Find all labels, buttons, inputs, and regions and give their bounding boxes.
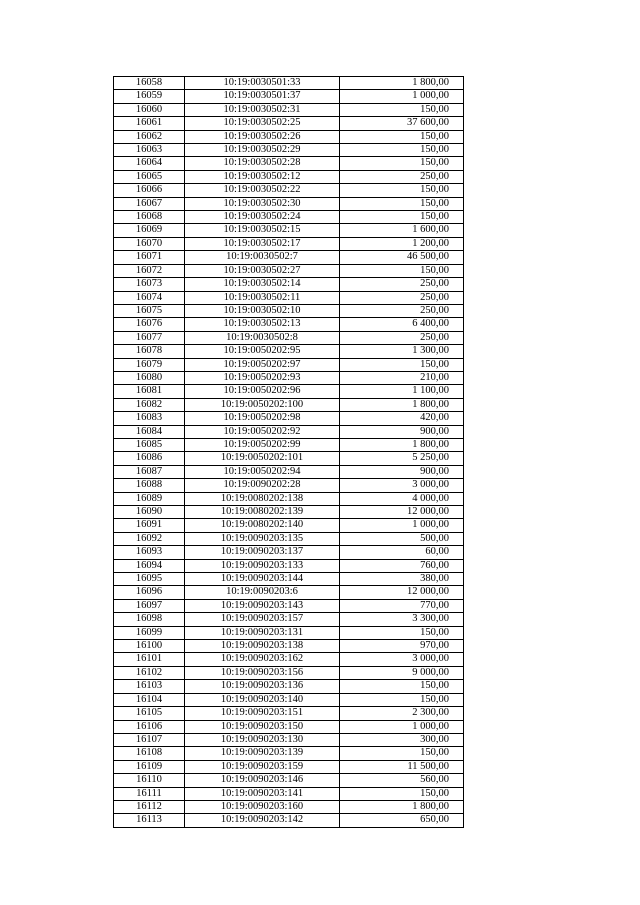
cadastral-number-cell: 10:19:0090203:141	[185, 787, 340, 800]
table-row	[114, 438, 464, 451]
cadastral-number-cell: 10:19:0080202:139	[185, 506, 340, 519]
row-number-cell: 16058	[114, 77, 185, 90]
cadastral-number-cell: 10:19:0030502:7	[185, 251, 340, 264]
table-row	[114, 331, 464, 344]
value-cell: 250,00	[340, 304, 464, 317]
cadastral-number-cell: 10:19:0090203:139	[185, 747, 340, 760]
table-row	[114, 760, 464, 773]
table-row	[114, 559, 464, 572]
table-row	[114, 800, 464, 813]
cadastral-number-cell: 10:19:0030501:37	[185, 90, 340, 103]
value-cell: 5 250,00	[340, 452, 464, 465]
row-number-cell: 16060	[114, 103, 185, 116]
value-cell: 150,00	[340, 211, 464, 224]
value-cell: 9 000,00	[340, 666, 464, 679]
table-row	[114, 573, 464, 586]
cadastral-number-cell: 10:19:0090203:150	[185, 720, 340, 733]
value-cell: 2 300,00	[340, 707, 464, 720]
cadastral-number-cell: 10:19:0090203:137	[185, 546, 340, 559]
value-cell: 1 000,00	[340, 720, 464, 733]
row-number-cell: 16063	[114, 144, 185, 157]
row-number-cell: 16105	[114, 707, 185, 720]
row-number-cell: 16111	[114, 787, 185, 800]
table-row	[114, 412, 464, 425]
row-number-cell: 16073	[114, 278, 185, 291]
row-number-cell: 16064	[114, 157, 185, 170]
value-cell: 650,00	[340, 814, 464, 827]
row-number-cell: 16103	[114, 680, 185, 693]
cadastral-number-cell: 10:19:0030502:25	[185, 117, 340, 130]
value-cell: 60,00	[340, 546, 464, 559]
table-row	[114, 398, 464, 411]
cadastral-number-cell: 10:19:0090203:146	[185, 774, 340, 787]
table-row	[114, 653, 464, 666]
table-row	[114, 640, 464, 653]
row-number-cell: 16069	[114, 224, 185, 237]
value-cell: 1 000,00	[340, 519, 464, 532]
value-cell: 970,00	[340, 640, 464, 653]
cadastral-number-cell: 10:19:0030502:14	[185, 278, 340, 291]
cadastral-number-cell: 10:19:0090203:160	[185, 800, 340, 813]
table-row	[114, 666, 464, 679]
cadastral-number-cell: 10:19:0090203:159	[185, 760, 340, 773]
value-cell: 150,00	[340, 157, 464, 170]
row-number-cell: 16071	[114, 251, 185, 264]
value-cell: 250,00	[340, 278, 464, 291]
cadastral-number-cell: 10:19:0090203:135	[185, 532, 340, 545]
cadastral-number-cell: 10:19:0090203:6	[185, 586, 340, 599]
row-number-cell: 16110	[114, 774, 185, 787]
table-row	[114, 506, 464, 519]
value-cell: 37 600,00	[340, 117, 464, 130]
cadastral-number-cell: 10:19:0030502:12	[185, 170, 340, 183]
cadastral-number-cell: 10:19:0030501:33	[185, 77, 340, 90]
row-number-cell: 16074	[114, 291, 185, 304]
table-row	[114, 318, 464, 331]
cadastral-number-cell: 10:19:0090203:131	[185, 626, 340, 639]
cadastral-number-cell: 10:19:0090203:133	[185, 559, 340, 572]
table-row	[114, 345, 464, 358]
row-number-cell: 16107	[114, 733, 185, 746]
row-number-cell: 16098	[114, 613, 185, 626]
value-cell: 420,00	[340, 412, 464, 425]
table-row	[114, 465, 464, 478]
table-row	[114, 680, 464, 693]
row-number-cell: 16068	[114, 211, 185, 224]
value-cell: 250,00	[340, 291, 464, 304]
value-cell: 150,00	[340, 787, 464, 800]
cadastral-number-cell: 10:19:0090203:142	[185, 814, 340, 827]
value-cell: 150,00	[340, 626, 464, 639]
table-row	[114, 452, 464, 465]
cadastral-number-cell: 10:19:0080202:140	[185, 519, 340, 532]
cadastral-number-cell: 10:19:0030502:29	[185, 144, 340, 157]
table-row	[114, 613, 464, 626]
cadastral-number-cell: 10:19:0050202:99	[185, 438, 340, 451]
cadastral-number-cell: 10:19:0050202:96	[185, 385, 340, 398]
value-cell: 150,00	[340, 358, 464, 371]
value-cell: 1 100,00	[340, 385, 464, 398]
table-row	[114, 532, 464, 545]
value-cell: 1 800,00	[340, 438, 464, 451]
table-row	[114, 707, 464, 720]
value-cell: 150,00	[340, 747, 464, 760]
table-row	[114, 103, 464, 116]
value-cell: 250,00	[340, 170, 464, 183]
cadastral-number-cell: 10:19:0030502:15	[185, 224, 340, 237]
table-row	[114, 787, 464, 800]
cadastral-number-cell: 10:19:0090203:140	[185, 693, 340, 706]
table-row	[114, 814, 464, 827]
row-number-cell: 16100	[114, 640, 185, 653]
cadastral-number-cell: 10:19:0050202:101	[185, 452, 340, 465]
row-number-cell: 16067	[114, 197, 185, 210]
table-row	[114, 519, 464, 532]
value-cell: 770,00	[340, 599, 464, 612]
row-number-cell: 16078	[114, 345, 185, 358]
value-cell: 12 000,00	[340, 506, 464, 519]
table-row	[114, 224, 464, 237]
value-cell: 150,00	[340, 184, 464, 197]
row-number-cell: 16091	[114, 519, 185, 532]
cadastral-number-cell: 10:19:0030502:24	[185, 211, 340, 224]
cadastral-number-cell: 10:19:0030502:28	[185, 157, 340, 170]
cadastral-number-cell: 10:19:0080202:138	[185, 492, 340, 505]
value-cell: 1 200,00	[340, 237, 464, 250]
value-cell: 560,00	[340, 774, 464, 787]
row-number-cell: 16093	[114, 546, 185, 559]
table-row	[114, 599, 464, 612]
table-row	[114, 184, 464, 197]
cadastral-number-cell: 10:19:0050202:98	[185, 412, 340, 425]
cadastral-number-cell: 10:19:0030502:27	[185, 264, 340, 277]
cadastral-number-cell: 10:19:0050202:93	[185, 371, 340, 384]
table-row	[114, 492, 464, 505]
cadastral-number-cell: 10:19:0030502:26	[185, 130, 340, 143]
cadastral-number-cell: 10:19:0050202:97	[185, 358, 340, 371]
value-cell: 11 500,00	[340, 760, 464, 773]
value-cell: 150,00	[340, 130, 464, 143]
value-cell: 6 400,00	[340, 318, 464, 331]
row-number-cell: 16089	[114, 492, 185, 505]
cadastral-number-cell: 10:19:0030502:10	[185, 304, 340, 317]
cadastral-number-cell: 10:19:0090203:151	[185, 707, 340, 720]
row-number-cell: 16083	[114, 412, 185, 425]
row-number-cell: 16090	[114, 506, 185, 519]
row-number-cell: 16070	[114, 237, 185, 250]
table-row	[114, 130, 464, 143]
row-number-cell: 16079	[114, 358, 185, 371]
row-number-cell: 16080	[114, 371, 185, 384]
table-row	[114, 693, 464, 706]
row-number-cell: 16066	[114, 184, 185, 197]
table-row	[114, 251, 464, 264]
table-row	[114, 626, 464, 639]
row-number-cell: 16092	[114, 532, 185, 545]
table-row	[114, 586, 464, 599]
value-cell: 150,00	[340, 264, 464, 277]
row-number-cell: 16077	[114, 331, 185, 344]
cadastral-value-table	[113, 76, 464, 828]
cadastral-number-cell: 10:19:0090203:157	[185, 613, 340, 626]
table-row	[114, 90, 464, 103]
row-number-cell: 16102	[114, 666, 185, 679]
value-cell: 1 800,00	[340, 800, 464, 813]
cadastral-number-cell: 10:19:0090203:156	[185, 666, 340, 679]
cadastral-number-cell: 10:19:0030502:30	[185, 197, 340, 210]
cadastral-number-cell: 10:19:0030502:8	[185, 331, 340, 344]
value-cell: 500,00	[340, 532, 464, 545]
cadastral-number-cell: 10:19:0030502:22	[185, 184, 340, 197]
row-number-cell: 16097	[114, 599, 185, 612]
value-cell: 250,00	[340, 331, 464, 344]
row-number-cell: 16075	[114, 304, 185, 317]
table-row	[114, 425, 464, 438]
cadastral-number-cell: 10:19:0050202:94	[185, 465, 340, 478]
row-number-cell: 16085	[114, 438, 185, 451]
value-cell: 150,00	[340, 680, 464, 693]
row-number-cell: 16101	[114, 653, 185, 666]
value-cell: 900,00	[340, 425, 464, 438]
value-cell: 150,00	[340, 693, 464, 706]
row-number-cell: 16061	[114, 117, 185, 130]
value-cell: 150,00	[340, 103, 464, 116]
row-number-cell: 16094	[114, 559, 185, 572]
table-row	[114, 479, 464, 492]
row-number-cell: 16059	[114, 90, 185, 103]
table-row	[114, 278, 464, 291]
row-number-cell: 16088	[114, 479, 185, 492]
table-row	[114, 774, 464, 787]
cadastral-number-cell: 10:19:0050202:95	[185, 345, 340, 358]
row-number-cell: 16084	[114, 425, 185, 438]
cadastral-number-cell: 10:19:0090202:28	[185, 479, 340, 492]
row-number-cell: 16081	[114, 385, 185, 398]
value-cell: 380,00	[340, 573, 464, 586]
value-cell: 1 300,00	[340, 345, 464, 358]
value-cell: 3 000,00	[340, 653, 464, 666]
value-cell: 300,00	[340, 733, 464, 746]
row-number-cell: 16112	[114, 800, 185, 813]
value-cell: 760,00	[340, 559, 464, 572]
row-number-cell: 16095	[114, 573, 185, 586]
table-row	[114, 747, 464, 760]
cadastral-number-cell: 10:19:0030502:11	[185, 291, 340, 304]
cadastral-number-cell: 10:19:0090203:138	[185, 640, 340, 653]
row-number-cell: 16076	[114, 318, 185, 331]
table-row	[114, 237, 464, 250]
value-cell: 46 500,00	[340, 251, 464, 264]
value-cell: 210,00	[340, 371, 464, 384]
cadastral-number-cell: 10:19:0090203:144	[185, 573, 340, 586]
row-number-cell: 16072	[114, 264, 185, 277]
table-row	[114, 144, 464, 157]
table-row	[114, 546, 464, 559]
table-row	[114, 733, 464, 746]
table-row	[114, 170, 464, 183]
table-row	[114, 264, 464, 277]
table-row	[114, 371, 464, 384]
row-number-cell: 16106	[114, 720, 185, 733]
row-number-cell: 16108	[114, 747, 185, 760]
cadastral-number-cell: 10:19:0050202:100	[185, 398, 340, 411]
value-cell: 900,00	[340, 465, 464, 478]
table-row	[114, 211, 464, 224]
row-number-cell: 16104	[114, 693, 185, 706]
value-cell: 1 800,00	[340, 398, 464, 411]
value-cell: 3 300,00	[340, 613, 464, 626]
table-row	[114, 197, 464, 210]
value-cell: 150,00	[340, 197, 464, 210]
row-number-cell: 16062	[114, 130, 185, 143]
table-row	[114, 77, 464, 90]
row-number-cell: 16086	[114, 452, 185, 465]
cadastral-number-cell: 10:19:0090203:162	[185, 653, 340, 666]
cadastral-number-cell: 10:19:0090203:130	[185, 733, 340, 746]
value-cell: 1 800,00	[340, 77, 464, 90]
table-row	[114, 358, 464, 371]
table-row	[114, 157, 464, 170]
row-number-cell: 16113	[114, 814, 185, 827]
cadastral-number-cell: 10:19:0090203:136	[185, 680, 340, 693]
value-cell: 12 000,00	[340, 586, 464, 599]
row-number-cell: 16087	[114, 465, 185, 478]
cadastral-number-cell: 10:19:0030502:31	[185, 103, 340, 116]
cadastral-number-cell: 10:19:0090203:143	[185, 599, 340, 612]
row-number-cell: 16099	[114, 626, 185, 639]
cadastral-number-cell: 10:19:0050202:92	[185, 425, 340, 438]
value-cell: 1 000,00	[340, 90, 464, 103]
table-row	[114, 291, 464, 304]
value-cell: 150,00	[340, 144, 464, 157]
row-number-cell: 16065	[114, 170, 185, 183]
row-number-cell: 16082	[114, 398, 185, 411]
table-row	[114, 304, 464, 317]
value-cell: 4 000,00	[340, 492, 464, 505]
row-number-cell: 16109	[114, 760, 185, 773]
table-body	[114, 77, 464, 828]
value-cell: 1 600,00	[340, 224, 464, 237]
table-row	[114, 385, 464, 398]
row-number-cell: 16096	[114, 586, 185, 599]
cadastral-number-cell: 10:19:0030502:17	[185, 237, 340, 250]
table-row	[114, 117, 464, 130]
cadastral-number-cell: 10:19:0030502:13	[185, 318, 340, 331]
table-row	[114, 720, 464, 733]
value-cell: 3 000,00	[340, 479, 464, 492]
